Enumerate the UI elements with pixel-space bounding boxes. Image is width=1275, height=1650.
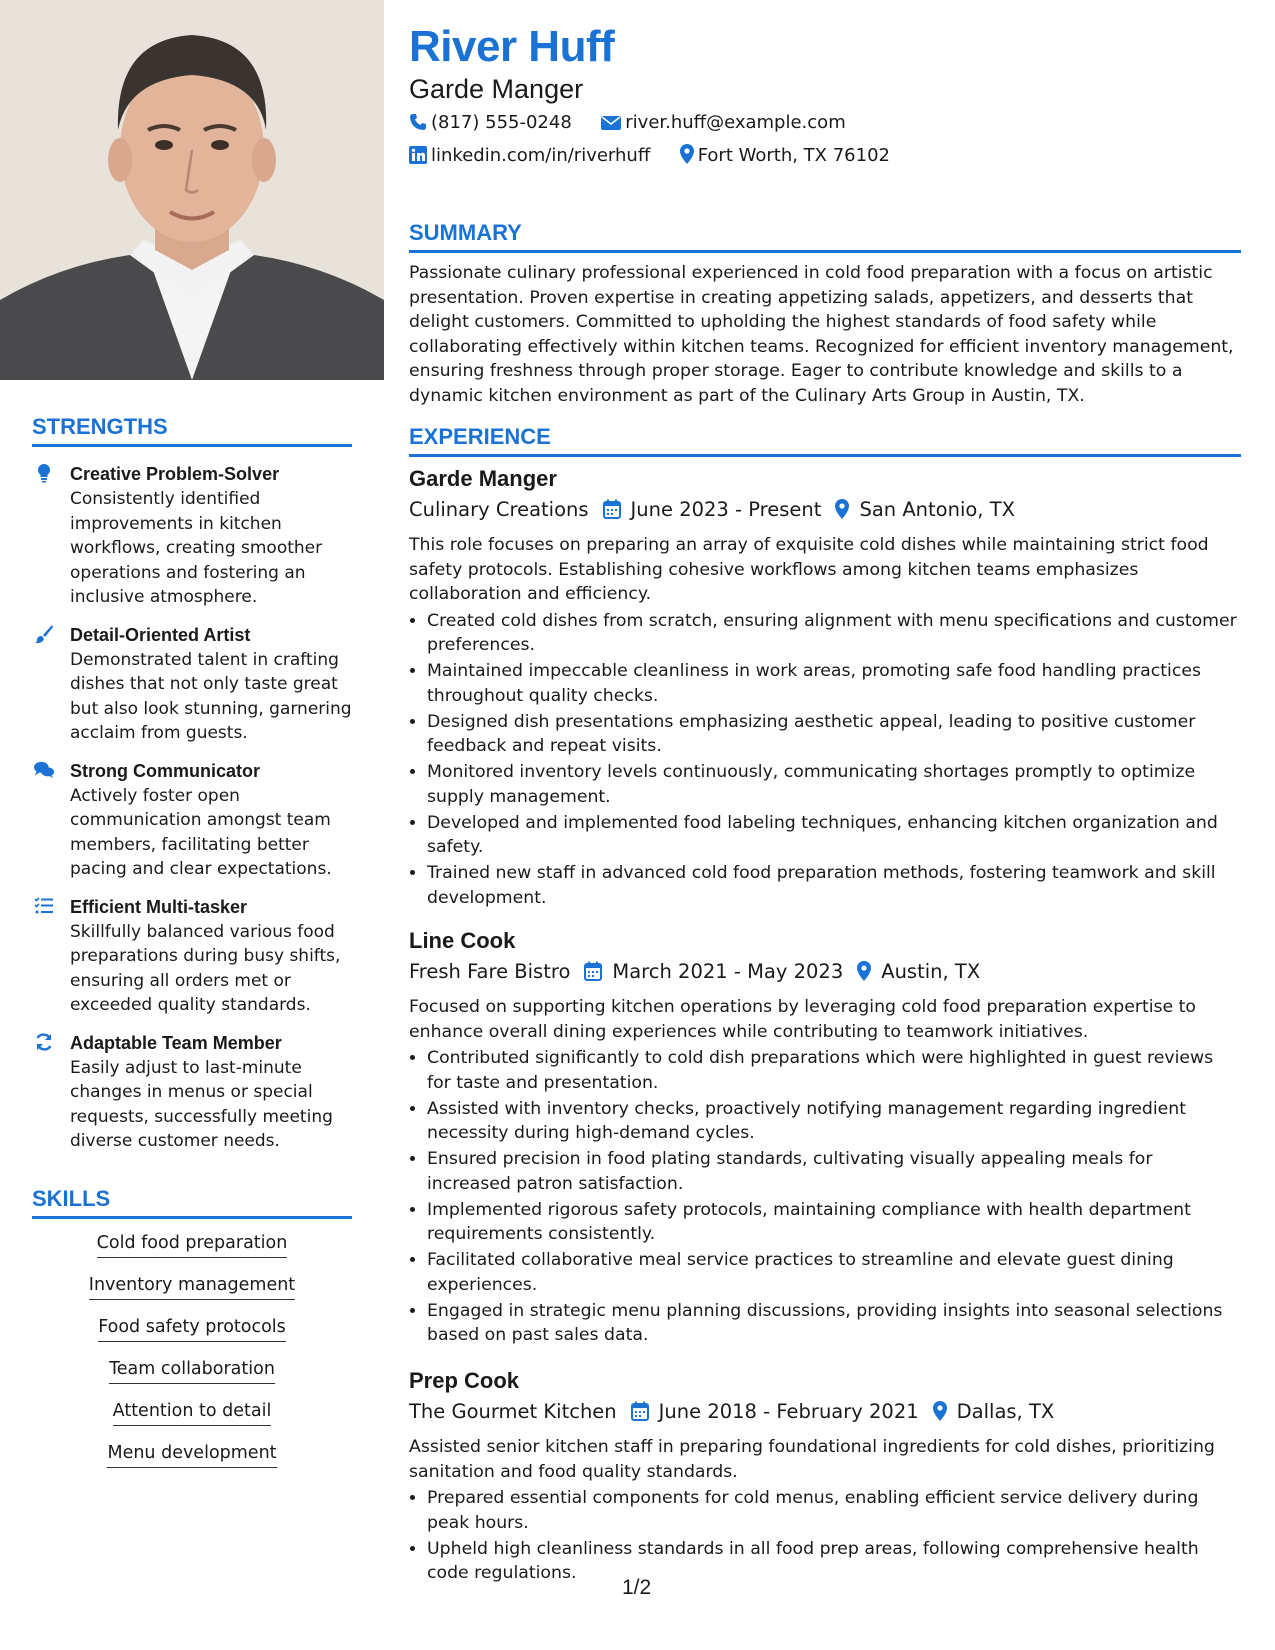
strength-title: Efficient Multi-tasker	[70, 896, 248, 917]
strength-item	[32, 758, 352, 882]
sidebar	[0, 0, 384, 1650]
job-dates: June 2023 - Present	[630, 498, 822, 521]
strength-item	[32, 1030, 352, 1154]
strength-item	[32, 894, 352, 1018]
chat-bubbles-icon	[32, 760, 56, 782]
job-bullets	[409, 609, 1241, 911]
job-bullets	[409, 1046, 1241, 1348]
profile-photo	[0, 0, 384, 380]
refresh-icon	[32, 1032, 56, 1054]
job-entry	[409, 464, 1241, 912]
job-title: Garde Manger	[409, 466, 557, 491]
skill-item: Cold food preparation	[97, 1233, 288, 1258]
strength-desc: Consistently identified improvements in kitchen workflows, creating smoother operations and fostering an inclusive atmosphere.	[70, 489, 323, 607]
job-entry	[409, 926, 1241, 1349]
location-pin-icon	[680, 144, 694, 169]
job-bullet: • Engaged in strategic menu planning discussions, providing insights into seasonal selections based on past sales data.	[427, 1299, 1241, 1348]
strength-desc: Demonstrated talent in crafting dishes that not only taste great but also look stunning, garnering acclaim from guests.	[70, 649, 352, 743]
strength-desc: Actively foster open communication amongst team members, facilitating better pacing and clear expectations.	[70, 785, 332, 879]
job-description: This role focuses on preparing an array of exquisite cold dishes while maintaining strict food safety protocols. Establishing cohesive workflows among kitchen teams emphasizes collaboration and efficiency.	[409, 535, 1209, 604]
strength-item	[32, 622, 352, 746]
strength-desc: Easily adjust to last-minute changes in menus or special requests, successfully meeting diverse customer needs.	[70, 1057, 333, 1151]
job-location: San Antonio, TX	[859, 498, 1015, 521]
calendar-icon	[584, 959, 602, 991]
summary-heading: SUMMARY	[409, 220, 1241, 253]
strength-item	[32, 461, 352, 610]
job-bullet: • Designed dish presentations emphasizing aesthetic appeal, leading to positive customer feedback and repeat visits.	[427, 710, 1241, 759]
job-dates: June 2018 - February 2021	[658, 1400, 919, 1423]
job-entry	[409, 1366, 1241, 1587]
job-description: Assisted senior kitchen staff in preparing foundational ingredients for cold dishes, prioritizing sanitation and food quality standards.	[409, 1437, 1215, 1482]
job-dates: March 2021 - May 2023	[612, 960, 844, 983]
strengths-section	[32, 414, 352, 1154]
skill-item: Team collaboration	[109, 1359, 275, 1384]
candidate-role: Garde Manger	[409, 74, 584, 104]
skills-list	[32, 1233, 352, 1485]
job-bullet: • Upheld high cleanliness standards in all food prep areas, following comprehensive health code regulations.	[427, 1537, 1241, 1586]
job-bullet: • Ensured precision in food plating standards, cultivating visually appealing meals for increased patron satisfaction.	[427, 1147, 1241, 1196]
candidate-name: River Huff	[409, 22, 615, 71]
experience-heading: EXPERIENCE	[409, 424, 1241, 457]
calendar-icon	[603, 497, 621, 529]
job-meta	[409, 956, 1241, 991]
job-meta	[409, 494, 1241, 529]
strengths-heading: STRENGTHS	[32, 414, 352, 447]
page-indicator: 1/2	[622, 1576, 652, 1599]
job-bullet: • Monitored inventory levels continuously, communicating shortages promptly to optimize supply management.	[427, 760, 1241, 809]
job-bullets	[409, 1486, 1241, 1586]
linkedin-icon	[409, 146, 427, 169]
location-pin-icon	[857, 959, 871, 991]
job-bullet: • Developed and implemented food labeling techniques, enhancing kitchen organization and safety.	[427, 811, 1241, 860]
job-bullet: • Created cold dishes from scratch, ensuring alignment with menu specifications and customer preferences.	[427, 609, 1241, 658]
job-meta	[409, 1396, 1241, 1431]
job-company: Fresh Fare Bistro	[409, 960, 571, 983]
job-bullet: • Contributed significantly to cold dish preparations which were highlighted in guest reviews for taste and presentation.	[427, 1046, 1241, 1095]
skill-item: Menu development	[107, 1443, 276, 1468]
phone-icon	[409, 113, 427, 136]
job-bullet: • Maintained impeccable cleanliness in work areas, promoting safe food handling practices throughout quality checks.	[427, 659, 1241, 708]
linkedin-link[interactable]: linkedin.com/in/riverhuff	[431, 145, 651, 166]
skill-item: Attention to detail	[113, 1401, 272, 1426]
strength-desc: Skillfully balanced various food preparations during busy shifts, ensuring all orders met or exceeded quality standards.	[70, 921, 341, 1015]
skills-section	[32, 1186, 352, 1485]
location-text: Fort Worth, TX 76102	[697, 145, 890, 166]
strength-title: Creative Problem-Solver	[70, 464, 280, 484]
strength-title: Detail-Oriented Artist	[70, 624, 251, 645]
contact-row-2	[409, 144, 890, 169]
job-bullet: • Prepared essential components for cold menus, enabling efficient service delivery during peak hours.	[427, 1486, 1241, 1535]
job-company: Culinary Creations	[409, 498, 589, 521]
checklist-icon	[32, 896, 56, 918]
job-bullet: • Assisted with inventory checks, proactively notifying management regarding ingredient necessity during high-demand cycles.	[427, 1097, 1241, 1146]
strength-title: Strong Communicator	[70, 760, 261, 781]
job-description: Focused on supporting kitchen operations by leveraging cold food preparation expertise to enhance overall dining experiences while contributing to teamwork initiatives.	[409, 997, 1197, 1042]
strength-title: Adaptable Team Member	[70, 1032, 282, 1053]
job-title: Line Cook	[409, 928, 516, 953]
job-title: Prep Cook	[409, 1368, 520, 1393]
skill-item: Inventory management	[89, 1275, 295, 1300]
job-location: Dallas, TX	[956, 1400, 1055, 1423]
paintbrush-icon	[32, 624, 56, 646]
job-location: Austin, TX	[881, 960, 981, 983]
email-link[interactable]: river.huff@example.com	[625, 112, 846, 133]
phone-text[interactable]: (817) 555-0248	[431, 112, 572, 133]
envelope-icon	[601, 115, 621, 136]
skill-item: Food safety protocols	[98, 1317, 286, 1342]
skills-heading: SKILLS	[32, 1186, 352, 1219]
location-pin-icon	[933, 1399, 947, 1431]
lightbulb-icon	[32, 463, 56, 485]
location-pin-icon	[835, 497, 849, 529]
summary-text: Passionate culinary professional experienced in cold food preparation with a focus on artistic presentation. Proven expertise in creating appetizing salads, appetizers, and desserts that delight customers. Committed to upholding the highest standards of food safety while collaborating effectively within kitchen teams. Recognized for efficient inventory management, ensuring freshness through proper storage. Eager to contribute knowledge and skills to a dynamic kitchen environment as part of the Culinary Arts Group in Austin, TX.	[409, 263, 1234, 406]
job-bullet: • Facilitated collaborative meal service practices to streamline and elevate guest dining experiences.	[427, 1248, 1241, 1297]
contact-row-1	[409, 112, 846, 136]
calendar-icon	[631, 1399, 649, 1431]
job-bullet: • Trained new staff in advanced cold food preparation methods, fostering teamwork and skill development.	[427, 861, 1241, 910]
job-company: The Gourmet Kitchen	[409, 1400, 617, 1423]
job-bullet: • Implemented rigorous safety protocols, maintaining compliance with health department requirements consistently.	[427, 1198, 1241, 1247]
